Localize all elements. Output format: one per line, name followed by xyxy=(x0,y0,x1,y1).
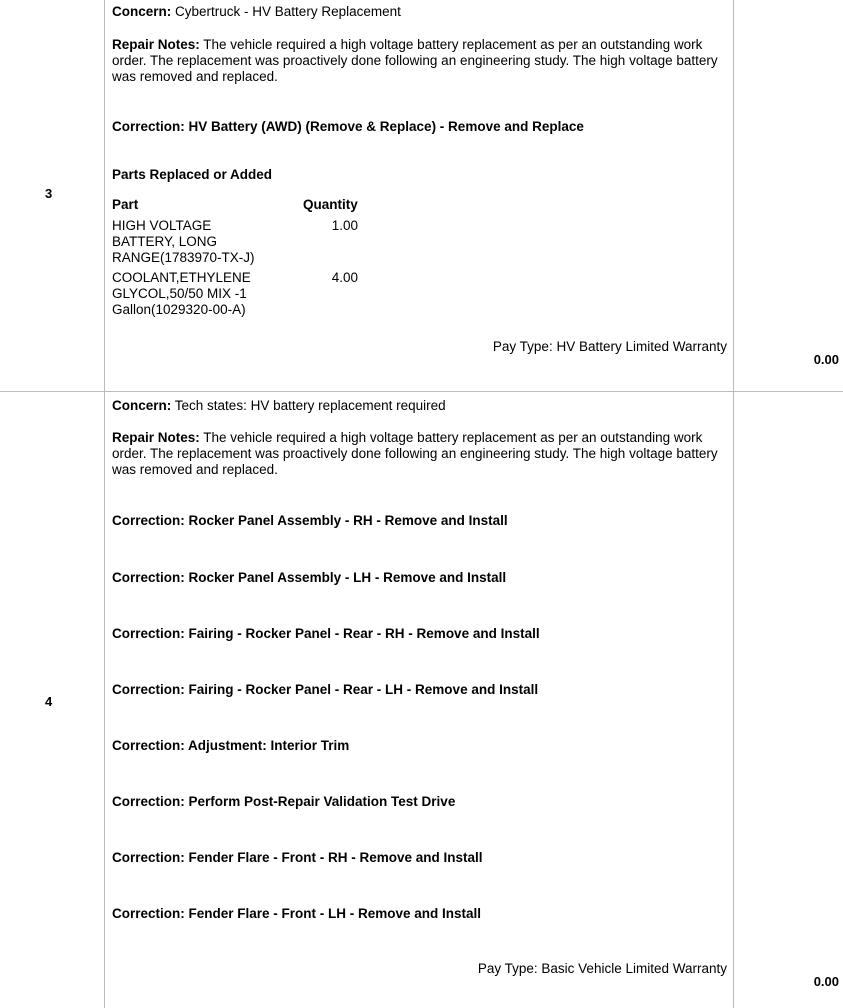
repair-notes xyxy=(112,37,732,85)
pay-type: Pay Type: Basic Vehicle Limited Warranty xyxy=(477,961,727,976)
concern-text: Tech states: HV battery replacement required xyxy=(174,398,446,413)
row-number: 3 xyxy=(45,186,53,201)
row-number: 4 xyxy=(45,694,53,709)
row-divider xyxy=(0,391,843,392)
correction-item: Correction: HV Battery (AWD) (Remove & Replace) - Remove and Replace xyxy=(112,119,584,134)
parts-column-part: Part xyxy=(112,197,139,212)
part-name: COOLANT,ETHYLENE GLYCOL,50/50 MIX -1 Gallon(1029320-00-A) xyxy=(112,270,251,317)
concern-line xyxy=(112,398,446,414)
parts-heading: Parts Replaced or Added xyxy=(112,167,273,182)
repair-notes xyxy=(112,430,732,478)
repair-notes-label: Repair Notes: xyxy=(112,430,200,445)
correction-item: Correction: Fender Flare - Front - RH - Remove and Install xyxy=(112,850,483,865)
concern-line xyxy=(112,4,401,20)
correction-item: Correction: Perform Post-Repair Validation Test Drive xyxy=(112,794,456,809)
part-quantity: 1.00 xyxy=(331,218,358,233)
row-total: 0.00 xyxy=(813,352,839,367)
pay-type: Pay Type: HV Battery Limited Warranty xyxy=(492,339,727,354)
correction-item: Correction: Fairing - Rocker Panel - Rear - LH - Remove and Install xyxy=(112,682,539,697)
repair-notes-text: The vehicle required a high voltage battery replacement as per an outstanding work order. The replacement was proactively done following an engineering study. The high voltage battery was removed and replaced. xyxy=(112,37,718,84)
concern-label: Concern: xyxy=(112,4,172,19)
part-name: HIGH VOLTAGE BATTERY, LONG RANGE(1783970-TX-J) xyxy=(112,218,255,265)
correction-item: Correction: Adjustment: Interior Trim xyxy=(112,738,350,753)
repair-notes-text: The vehicle required a high voltage battery replacement as per an outstanding work order. The replacement was proactively done following an engineering study. The high voltage battery was removed and replaced. xyxy=(112,430,718,477)
concern-label: Concern: xyxy=(112,398,172,413)
correction-item: Correction: Rocker Panel Assembly - LH - Remove and Install xyxy=(112,570,507,585)
column-divider-left xyxy=(104,0,105,1008)
correction-item: Correction: Fender Flare - Front - LH - Remove and Install xyxy=(112,906,482,921)
row-total: 0.00 xyxy=(813,974,839,989)
concern-text: Cybertruck - HV Battery Replacement xyxy=(175,4,401,19)
correction-item: Correction: Rocker Panel Assembly - RH - Remove and Install xyxy=(112,513,508,528)
column-divider-right xyxy=(733,0,734,1008)
parts-column-quantity: Quantity xyxy=(303,197,358,212)
correction-item: Correction: Fairing - Rocker Panel - Rear - RH - Remove and Install xyxy=(112,626,540,641)
repair-notes-label: Repair Notes: xyxy=(112,37,200,52)
part-quantity: 4.00 xyxy=(331,270,358,285)
